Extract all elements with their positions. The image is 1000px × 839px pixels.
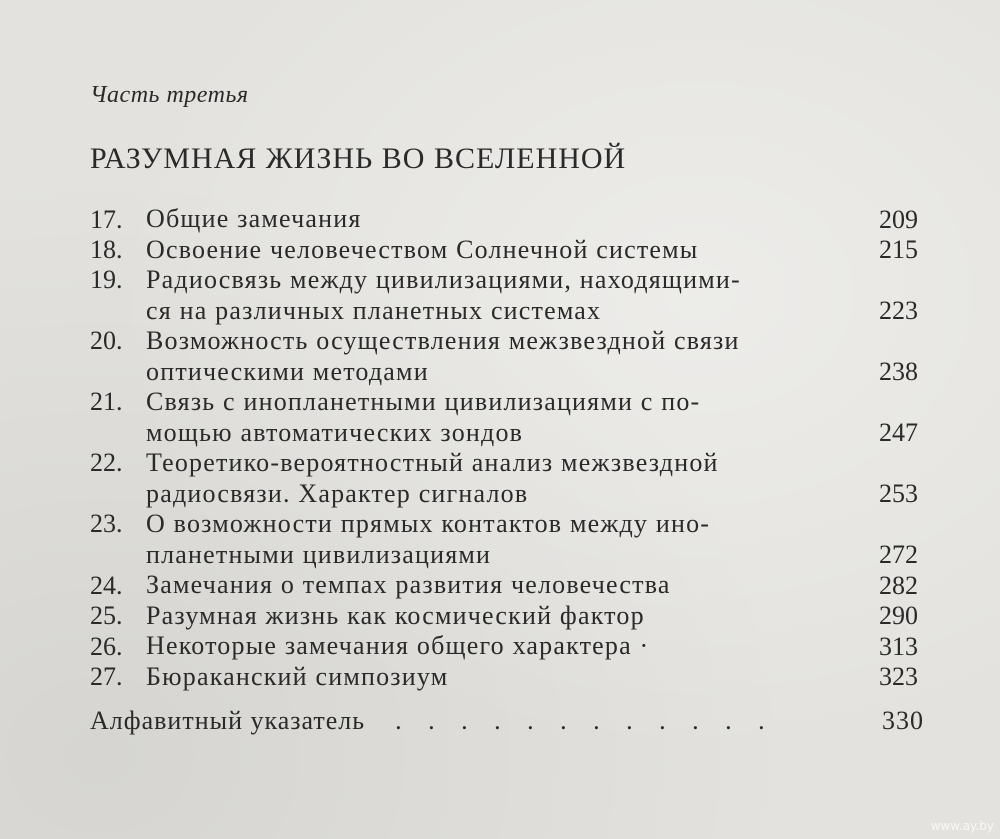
- toc-entry-23: [90, 509, 918, 570]
- chapter-title-line: Замечания о темпах развития человечества: [146, 570, 671, 599]
- chapter-title-line: О возможности прямых контактов между ино-: [146, 509, 711, 538]
- chapter-title: [146, 265, 918, 326]
- chapter-title-line: Теоретико-вероятностный анализ межзвездной: [146, 448, 719, 477]
- toc-entry-26: [90, 631, 918, 662]
- chapter-title-line: Разумная жизнь как космический фактор: [146, 600, 645, 630]
- part-title: Часть третья: [90, 82, 249, 108]
- watermark: www.ay.by: [930, 819, 994, 833]
- page-number: 272: [879, 540, 918, 569]
- index-label: Алфавитный указатель: [90, 706, 366, 735]
- page-number: 215: [879, 235, 918, 264]
- toc-entry-19: [90, 265, 918, 326]
- chapter-number: 17.: [90, 204, 123, 234]
- chapter-title-line: Освоение человечеством Солнечной системы: [146, 234, 699, 264]
- page-number: 223: [879, 296, 918, 325]
- chapter-number: 23.: [90, 509, 123, 538]
- page-number: 247: [879, 418, 918, 447]
- page-number: 290: [879, 601, 918, 630]
- section-title: РАЗУМНАЯ ЖИЗНЬ ВО ВСЕЛЕННОЙ: [90, 142, 627, 175]
- chapter-number: 18.: [90, 235, 123, 264]
- chapter-title-line: Радиосвязь между цивилизациями, находящими-: [146, 265, 741, 294]
- chapter-title: [146, 235, 918, 266]
- chapter-title: [146, 326, 918, 387]
- chapter-title-line-2: радиосвязи. Характер сигналов: [146, 478, 529, 508]
- table-of-contents: [90, 204, 918, 692]
- chapter-title-line: Связь с инопланетными цивилизациями с по-: [146, 387, 701, 416]
- chapter-number: 21.: [90, 387, 123, 416]
- toc-entry-17: [90, 204, 918, 235]
- chapter-title: [146, 448, 918, 509]
- chapter-title-line: Общие замечания: [146, 204, 362, 233]
- page-number: 313: [879, 631, 918, 661]
- index-leader-dots: . . . . . . . . . . . .: [395, 706, 775, 735]
- chapter-number: 20.: [90, 326, 123, 355]
- chapter-title: [146, 387, 918, 448]
- chapter-number: 19.: [90, 265, 123, 294]
- toc-entry-24: [90, 570, 918, 601]
- chapter-number: 22.: [90, 448, 123, 477]
- chapter-number: 27.: [90, 662, 123, 691]
- chapter-title-line-2: ся на различных планетных системах: [146, 295, 602, 325]
- index-page-number: 330: [882, 706, 924, 735]
- page-number: 209: [879, 204, 918, 234]
- chapter-title-line: Бюраканский симпозиум: [146, 661, 449, 691]
- chapter-title-line-2: оптическими методами: [146, 356, 429, 386]
- chapter-title: [146, 631, 918, 662]
- chapter-title: [146, 570, 918, 601]
- page-number: 238: [879, 357, 918, 386]
- toc-entry-27: [90, 662, 918, 693]
- toc-entry-25: [90, 601, 918, 632]
- chapter-title-line-2: мощью автоматических зондов: [146, 417, 524, 447]
- chapter-title: [146, 509, 918, 570]
- toc-entry-22: [90, 448, 918, 509]
- chapter-number: 24.: [90, 570, 123, 600]
- toc-entry-20: [90, 326, 918, 387]
- chapter-number: 26.: [90, 631, 123, 661]
- chapter-title: [146, 601, 918, 632]
- chapter-title: [146, 662, 918, 693]
- toc-entry-21: [90, 387, 918, 448]
- chapter-title-line: Возможность осуществления межзвездной связи: [146, 326, 740, 355]
- page-number: 253: [879, 479, 918, 508]
- chapter-number: 25.: [90, 601, 123, 630]
- chapter-title: [146, 204, 918, 235]
- index-entry: [90, 706, 924, 736]
- page-number: 323: [879, 662, 918, 691]
- chapter-title-line-2: планетными цивилизациями: [146, 539, 492, 569]
- chapter-title-line: Некоторые замечания общего характера ·: [146, 631, 650, 660]
- toc-entry-18: [90, 235, 918, 266]
- page-number: 282: [879, 570, 918, 600]
